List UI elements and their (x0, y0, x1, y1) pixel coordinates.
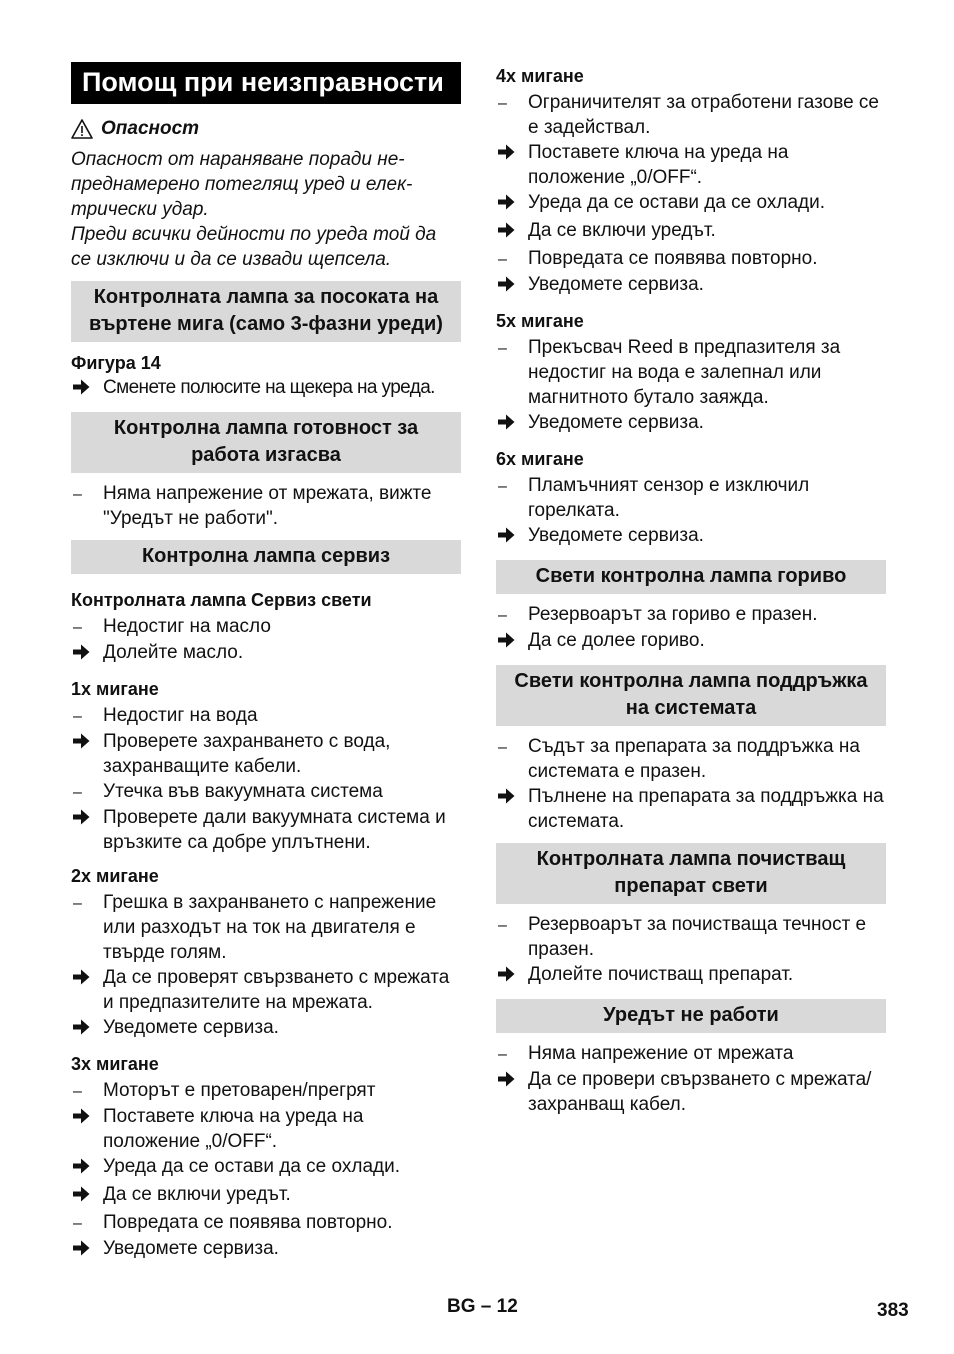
list-item-text: Поставете ключа на уреда на положение „0/OFF“. (103, 1106, 364, 1152)
list-item-text: Уведомете сервиза. (103, 1238, 279, 1259)
list-item-text: Грешка в захранването с напрежение или разходът на ток на двигателя е твърде голям. (103, 892, 437, 963)
list-item (496, 410, 886, 438)
list-item (71, 1210, 461, 1236)
list-item (71, 614, 461, 640)
list-item-text: Резервоарът за гориво е празен. (528, 604, 818, 625)
dash-bullet: – (73, 784, 82, 801)
arrow-right-icon (71, 640, 103, 668)
list-item (71, 1104, 461, 1154)
list-item-text: Моторът е претоварен/прегрят (103, 1080, 376, 1101)
list-item (496, 90, 886, 140)
list-item (71, 1078, 461, 1104)
list-item-text: Долейте почистващ препарат. (528, 964, 794, 985)
list-item-text: Сменете полюсите на щекера на уреда. (103, 377, 435, 398)
dash-bullet: – (73, 486, 82, 503)
arrow-right-icon (71, 1182, 103, 1210)
arrow-right-icon (496, 628, 528, 656)
dash-bullet: – (73, 895, 82, 912)
blink-5-list (496, 335, 886, 438)
list-item-text: Няма напрежение от мрежата (528, 1043, 794, 1064)
list-item-text: Утечка във вакуумната система (103, 781, 383, 802)
list-item-text: Уведомете сервиза. (528, 412, 704, 433)
list-item-text: Уведомете сервиза. (103, 1017, 279, 1038)
list-item (71, 779, 461, 805)
dash-bullet: – (498, 1046, 507, 1063)
dash-bullet: – (498, 340, 507, 357)
ready-lamp-list (71, 481, 461, 531)
section-maintenance-lamp-heading: Свети контролна лампа поддръжка на системата (496, 665, 886, 726)
dash-bullet: – (73, 619, 82, 636)
list-item (71, 481, 461, 531)
list-item-text: Да се долее гориво. (528, 630, 705, 651)
danger-text (71, 147, 461, 272)
detergent-lamp-list (496, 912, 886, 990)
fuel-lamp-list (496, 602, 886, 656)
device-not-working-list (496, 1041, 886, 1117)
list-item-text: Недостиг на вода (103, 705, 258, 726)
dash-bullet: – (498, 95, 507, 112)
list-item (496, 734, 886, 784)
danger-line: се изключи и да се извади щепсела. (71, 249, 392, 270)
list-item (496, 912, 886, 962)
arrow-right-icon (71, 375, 103, 403)
blink-6-list (496, 473, 886, 551)
blink-1-list (71, 703, 461, 855)
danger-line: преднамерено потеглящ уред и елек- (71, 174, 413, 195)
list-item (496, 140, 886, 190)
list-item (71, 703, 461, 729)
list-item (496, 190, 886, 218)
list-item (71, 640, 461, 668)
arrow-right-icon (496, 272, 528, 300)
list-item (496, 473, 886, 523)
dash-bullet: – (498, 251, 507, 268)
danger-label: Опасност (101, 118, 200, 139)
page-title: Помощ при неизправности (71, 62, 461, 104)
danger-line: трически удар. (71, 199, 209, 220)
list-item-text: Уреда да се остави да се охлади. (103, 1156, 401, 1177)
list-item (496, 962, 886, 990)
warning-triangle-icon (71, 119, 93, 139)
list-item-text: Прекъсвач Reed в предпазителя за недостиг на вода е залепнал или магнитното бутало заяжда. (528, 337, 841, 408)
list-item (71, 1154, 461, 1182)
arrow-right-icon (71, 1154, 103, 1182)
arrow-right-icon (496, 962, 528, 990)
dash-bullet: – (498, 917, 507, 934)
service-lamp-list (71, 614, 461, 668)
list-item-text: Резервоарът за почистваща течност е празен. (528, 914, 867, 960)
list-item (71, 729, 461, 779)
section-detergent-lamp-heading: Контролната лампа почистващ препарат свети (496, 843, 886, 904)
list-item-text: Да се включи уредът. (528, 220, 716, 241)
section-rotation-lamp-heading: Контролната лампа за посоката на въртене мига (само 3-фазни уреди) (71, 281, 461, 342)
section-fuel-lamp-heading: Свети контролна лампа гориво (496, 560, 886, 594)
blink-6-heading: 6x мигане (496, 449, 584, 469)
arrow-right-icon (71, 1236, 103, 1264)
dash-bullet: – (498, 739, 507, 756)
list-item-text: Уведомете сервиза. (528, 274, 704, 295)
dash-bullet: – (73, 1083, 82, 1100)
list-item-text: Проверете дали вакуумната система и връзките са добре уплътнени. (103, 807, 446, 853)
list-item (496, 628, 886, 656)
list-item-text: Пламъчният сензор е изключил горелката. (528, 475, 810, 521)
arrow-right-icon (496, 190, 528, 218)
blink-3-heading: 3x мигане (71, 1054, 159, 1074)
arrow-right-icon (496, 523, 528, 551)
danger-line: Опасност от нараняване поради не- (71, 149, 405, 170)
list-item-text: Поставете ключа на уреда на положение „0/OFF“. (528, 142, 789, 188)
danger-line: Преди всички дейности по уреда той да (71, 224, 437, 245)
list-item (496, 784, 886, 834)
list-item-text: Да се провери свързването с мрежата/захранващ кабел. (528, 1069, 872, 1115)
arrow-right-icon (496, 784, 528, 812)
list-item-text: Да се включи уредът. (103, 1184, 291, 1205)
arrow-right-icon (496, 140, 528, 168)
dash-bullet: – (498, 607, 507, 624)
dash-bullet: – (73, 1215, 82, 1232)
list-item-text: Повредата се появява повторно. (103, 1212, 393, 1233)
service-lamp-subheading: Контролната лампа Сервиз свети (71, 590, 372, 610)
list-item-text: Съдът за препарата за поддръжка на системата е празен. (528, 736, 860, 782)
list-item (496, 1067, 886, 1117)
list-item-text: Да се проверят свързването с мрежата и предпазителите на мрежата. (103, 967, 450, 1013)
section-service-lamp-heading: Контролна лампа сервиз (71, 540, 461, 574)
figure-label: Фигура 14 (71, 353, 161, 373)
arrow-right-icon (71, 805, 103, 833)
arrow-right-icon (71, 1104, 103, 1132)
arrow-right-icon (71, 1015, 103, 1043)
arrow-right-icon (496, 218, 528, 246)
section-device-not-working-heading: Уредът не работи (496, 999, 886, 1033)
blink-4-heading: 4x мигане (496, 66, 584, 86)
list-item-text: Долейте масло. (103, 642, 244, 663)
list-item (496, 335, 886, 410)
arrow-right-icon (496, 410, 528, 438)
list-item (496, 218, 886, 246)
list-item-text: Уреда да се остави да се охлади. (528, 192, 826, 213)
blink-4-list (496, 90, 886, 300)
blink-2-heading: 2x мигане (71, 866, 159, 886)
arrow-right-icon (71, 729, 103, 757)
list-item (71, 890, 461, 965)
blink-1-heading: 1x мигане (71, 679, 159, 699)
list-item-text: Повредата се появява повторно. (528, 248, 818, 269)
right-column (496, 64, 886, 1117)
list-item (496, 523, 886, 551)
arrow-right-icon (496, 1067, 528, 1095)
left-column (71, 62, 461, 1264)
maintenance-lamp-list (496, 734, 886, 834)
footer-language-page: BG – 12 (447, 1296, 518, 1317)
blink-3-list (71, 1078, 461, 1264)
list-item-text: Уведомете сервиза. (528, 525, 704, 546)
blink-2-list (71, 890, 461, 1043)
list-item (71, 965, 461, 1015)
list-item (71, 375, 461, 403)
list-item (71, 1182, 461, 1210)
dash-bullet: – (498, 478, 507, 495)
blink-5-heading: 5x мигане (496, 311, 584, 331)
list-item (71, 1015, 461, 1043)
list-item (71, 805, 461, 855)
list-item (71, 1236, 461, 1264)
list-item-text: Проверете захранването с вода, захранващите кабели. (103, 731, 391, 777)
list-item-text: Недостиг на масло (103, 616, 271, 637)
list-item (496, 602, 886, 628)
list-item-text: Пълнене на препарата за поддръжка на системата. (528, 786, 884, 832)
danger-heading (71, 116, 461, 141)
section-ready-lamp-heading: Контролна лампа готовност за работа изгасва (71, 412, 461, 473)
list-item (496, 246, 886, 272)
list-item (496, 1041, 886, 1067)
footer-page-number: 383 (877, 1300, 909, 1321)
arrow-right-icon (71, 965, 103, 993)
list-item (496, 272, 886, 300)
dash-bullet: – (73, 708, 82, 725)
list-item-text: Ограничителят за отработени газове се е задействал. (528, 92, 879, 138)
list-item-text: Няма напрежение от мрежата, вижте "Уредът не работи". (103, 483, 432, 529)
